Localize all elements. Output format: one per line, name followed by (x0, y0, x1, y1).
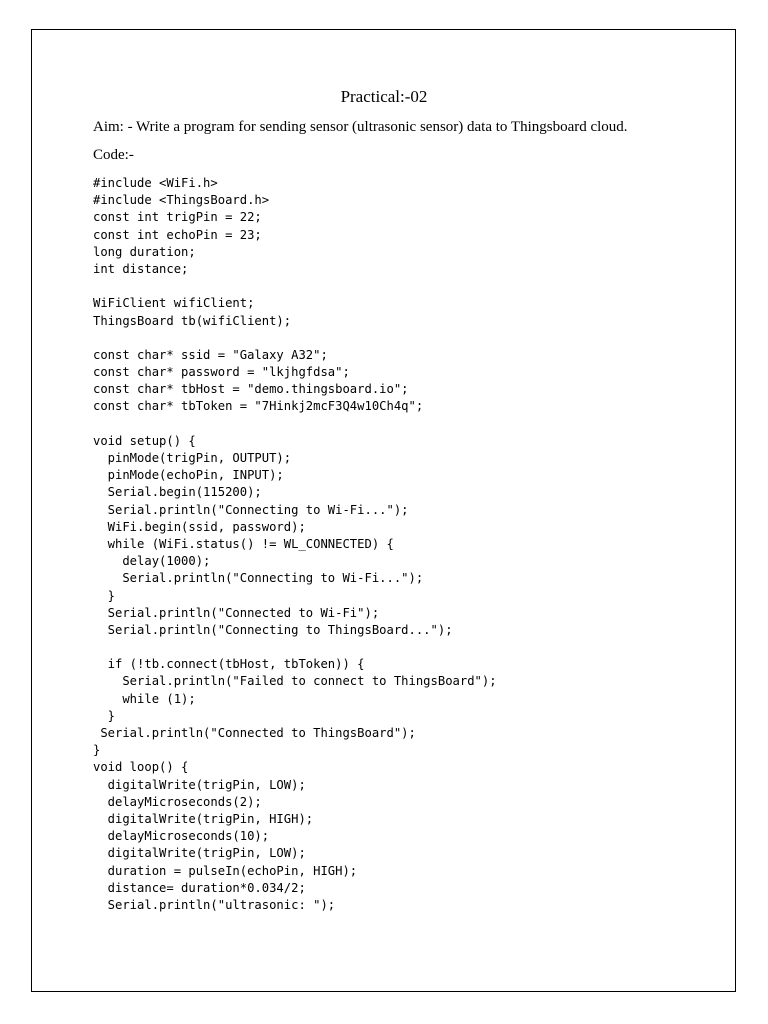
code-line: Serial.println("Connecting to Wi-Fi..."); (93, 571, 424, 586)
code-line: void setup() { (93, 433, 196, 448)
code-line (93, 278, 497, 295)
code-line: Serial.println("Connected to ThingsBoard"); (93, 726, 416, 740)
code-line: while (WiFi.status() != WL_CONNECTED) { (93, 536, 394, 551)
code-line: } (93, 588, 116, 603)
code-line: #include <WiFi.h> (93, 176, 218, 190)
code-line: const int trigPin = 22; (93, 210, 262, 225)
code-line: distance= duration*0.034/2; (93, 880, 306, 895)
code-line: Serial.println("ultrasonic: "); (93, 897, 336, 912)
code-line: void loop() { (93, 760, 189, 775)
code-line (93, 639, 497, 656)
code-line: pinMode(trigPin, OUTPUT); (93, 451, 292, 465)
code-line: duration = pulseIn(echoPin, HIGH); (93, 863, 358, 878)
page-title: Practical:-02 (340, 87, 428, 106)
code-line: delay(1000); (93, 554, 211, 569)
code-line: } (93, 743, 101, 758)
code-line: digitalWrite(trigPin, HIGH); (93, 811, 314, 826)
code-line: long duration; (93, 244, 196, 259)
code-line: const char* tbToken = "7Hinkj2mcF3Q4w10Ch4q"; (93, 399, 424, 414)
code-line: Serial.println("Connecting to ThingsBoard..."); (93, 622, 453, 637)
code-line: } (93, 708, 116, 723)
code-line: digitalWrite(trigPin, LOW); (93, 777, 306, 792)
code-line (93, 330, 497, 347)
code-line: Serial.println("Failed to connect to ThingsBoard"); (93, 674, 497, 689)
code-line: int distance; (93, 261, 189, 276)
code-line: delayMicroseconds(10); (93, 829, 270, 844)
code-label: Code:- (93, 147, 134, 163)
code-line: const char* tbHost = "demo.thingsboard.io"; (93, 382, 409, 397)
code-line: if (!tb.connect(tbHost, tbToken)) { (93, 657, 365, 672)
code-line: while (1); (93, 691, 196, 706)
code-line: WiFi.begin(ssid, password); (93, 519, 306, 534)
code-line: Serial.println("Connected to Wi-Fi"); (93, 605, 380, 620)
code-line: digitalWrite(trigPin, LOW); (93, 846, 306, 861)
code-line: #include <ThingsBoard.h> (93, 193, 270, 208)
code-line: Serial.println("Connecting to Wi-Fi..."); (93, 502, 409, 517)
code-line (93, 416, 497, 433)
code-line: const int echoPin = 23; (93, 227, 262, 242)
code-line: ThingsBoard tb(wifiClient); (93, 313, 292, 328)
aim-text: Aim: - Write a program for sending sensor (ultrasonic sensor) data to Thingsboard cloud. (93, 119, 628, 135)
code-line: pinMode(echoPin, INPUT); (93, 468, 284, 483)
code-line: const char* password = "lkjhgfdsa"; (93, 365, 350, 380)
code-block (93, 175, 497, 914)
code-line: const char* ssid = "Galaxy A32"; (93, 347, 328, 362)
code-line: WiFiClient wifiClient; (93, 296, 255, 311)
code-line: delayMicroseconds(2); (93, 794, 262, 809)
code-line: Serial.begin(115200); (93, 485, 262, 500)
